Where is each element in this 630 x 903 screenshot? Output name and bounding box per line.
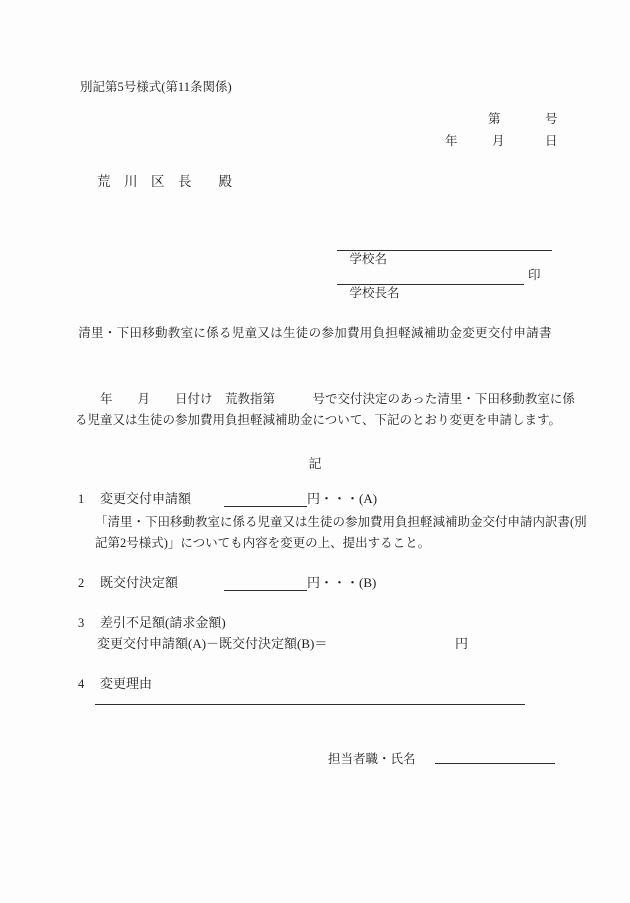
body-line-1: 年 月 日付け 荒教指第 号で交付決定のあった清里・下田移動教室に係 bbox=[75, 392, 575, 406]
item-1-note-line-2: 記第2号様式)」についても内容を変更の上、提出すること。 bbox=[95, 536, 431, 550]
item-2-label: 既交付決定額 bbox=[100, 575, 179, 590]
item-3-label: 差引不足額(請求金額) bbox=[100, 615, 226, 630]
item-2-amount-blank bbox=[224, 575, 307, 591]
item-3-formula: 変更交付申請額(A)－既交付決定額(B)＝ bbox=[97, 636, 328, 651]
date-year-label: 年 bbox=[445, 134, 458, 148]
item-1-label: 変更交付申請額 bbox=[100, 491, 192, 506]
item-4-reason-blank bbox=[95, 691, 525, 705]
staff-name-blank bbox=[435, 750, 555, 764]
form-id-label: 別記第5号様式(第11条関係) bbox=[80, 80, 232, 94]
item-1-amount-blank bbox=[224, 491, 307, 507]
school-name-field bbox=[337, 234, 552, 266]
date-day-label: 日 bbox=[545, 134, 558, 148]
item-1-number: 1 bbox=[78, 492, 85, 506]
item-4-label: 変更理由 bbox=[100, 676, 153, 691]
record-heading: 記 bbox=[308, 456, 322, 471]
ref-no-prefix: 第 bbox=[488, 112, 501, 126]
body-line-2: る児童又は生徒の参加費用負担軽減補助金について、下記のとおり変更を申請します。 bbox=[75, 413, 562, 427]
item-1-note-line-1: 「清里・下田移動教室に係る児童又は生徒の参加費用負担軽減補助金交付申請内訳書(別 bbox=[95, 515, 587, 529]
addressee: 荒 川 区 長 殿 bbox=[97, 174, 232, 189]
seal-label: 印 bbox=[528, 268, 541, 282]
item-3-number: 3 bbox=[78, 616, 85, 630]
item-3-unit: 円 bbox=[455, 636, 469, 651]
item-1-suffix: 円・・・(A) bbox=[307, 491, 378, 506]
document-title: 清里・下田移動教室に係る児童又は生徒の参加費用負担軽減補助金変更交付申請書 bbox=[78, 326, 552, 340]
principal-name-field bbox=[337, 268, 524, 300]
date-month-label: 月 bbox=[492, 134, 505, 148]
item-2-number: 2 bbox=[78, 576, 85, 590]
item-4-number: 4 bbox=[78, 677, 85, 691]
principal-name-label: 学校長名 bbox=[349, 286, 400, 300]
staff-label: 担当者職・氏名 bbox=[328, 752, 416, 766]
school-name-label: 学校名 bbox=[349, 252, 388, 266]
item-2-suffix: 円・・・(B) bbox=[307, 575, 377, 590]
ref-no-suffix: 号 bbox=[545, 112, 558, 126]
